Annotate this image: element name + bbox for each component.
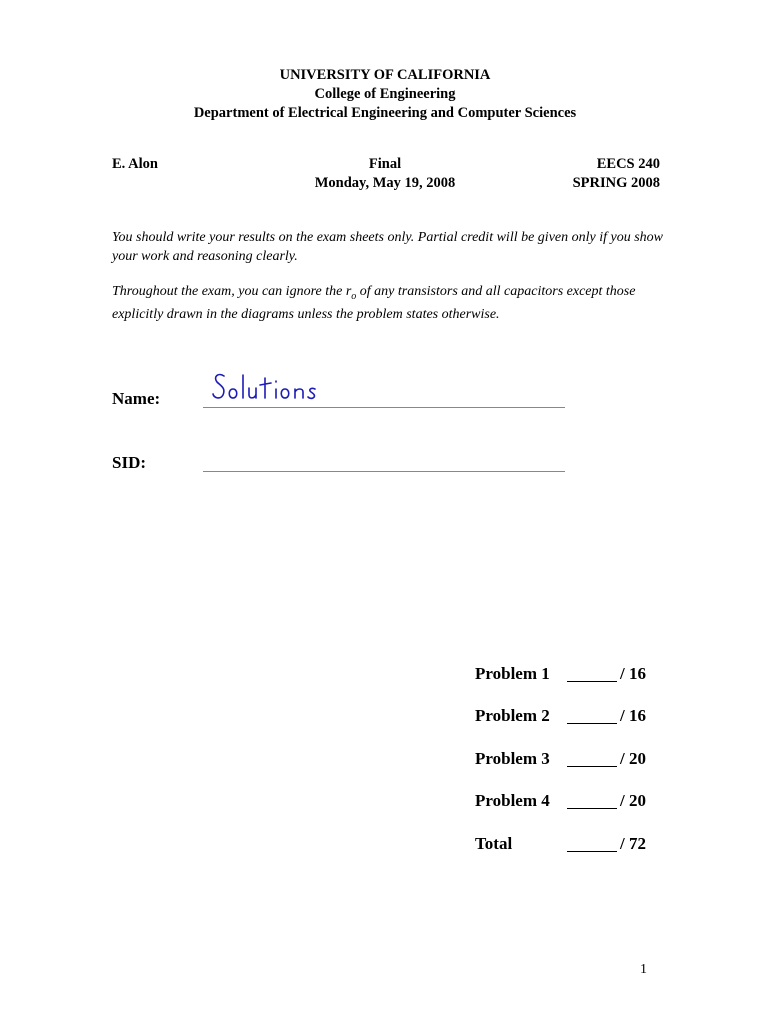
instruction-text-end: of any transistors and all capacitors except those explicitly drawn in the diagrams unless the problem states otherwise. [112,284,636,323]
score-max: / 20 [620,791,646,810]
exam-date: Monday, May 19, 2008 [314,175,456,191]
score-blank[interactable] [567,723,617,724]
instruction-paragraph-1: You should write your results on the exam sheets only. Partial credit will be given only if you show your work and reasoning clearly. [112,230,664,264]
score-max: / 16 [620,706,646,725]
handwritten-name-text: Solutions [212,406,216,407]
course-code: EECS 240 [596,156,660,172]
score-label: Problem 3 [475,749,550,768]
page-number: 1 [640,962,647,977]
score-blank[interactable] [567,851,617,852]
score-row [475,834,675,856]
score-max: / 20 [620,749,646,768]
institution-header [0,66,770,123]
course-info [573,155,660,193]
exam-type: Final [368,156,402,172]
name-label: Name: [112,389,161,408]
instruction-text-start: Throughout the exam, you can ignore the [112,284,346,299]
score-row [475,664,675,686]
department-name: Department of Electrical Engineering and Computer Sciences [193,105,577,121]
score-max: / 16 [620,664,646,683]
score-row [475,749,675,771]
score-blank[interactable] [567,766,617,767]
score-label: Problem 2 [475,706,550,725]
score-row [475,706,675,728]
college-name: College of Engineering [314,86,456,102]
instructor-name: E. Alon [112,156,158,172]
score-label: Total [475,834,513,853]
score-max: / 72 [620,834,646,853]
score-label: Problem 4 [475,791,550,810]
exam-info [285,155,485,193]
university-name: UNIVERSITY OF CALIFORNIA [279,67,491,83]
course-term: SPRING 2008 [572,175,660,191]
handwritten-name [212,368,332,408]
sid-label: SID: [112,453,147,472]
sid-line[interactable] [203,471,565,472]
score-label: Problem 1 [475,664,550,683]
score-blank[interactable] [567,808,617,809]
score-row [475,791,675,813]
instruction-paragraph-2 [112,283,672,325]
score-blank[interactable] [567,681,617,682]
ro-variable: $r_o$ [345,284,357,302]
ro-subscript: o [351,290,357,302]
